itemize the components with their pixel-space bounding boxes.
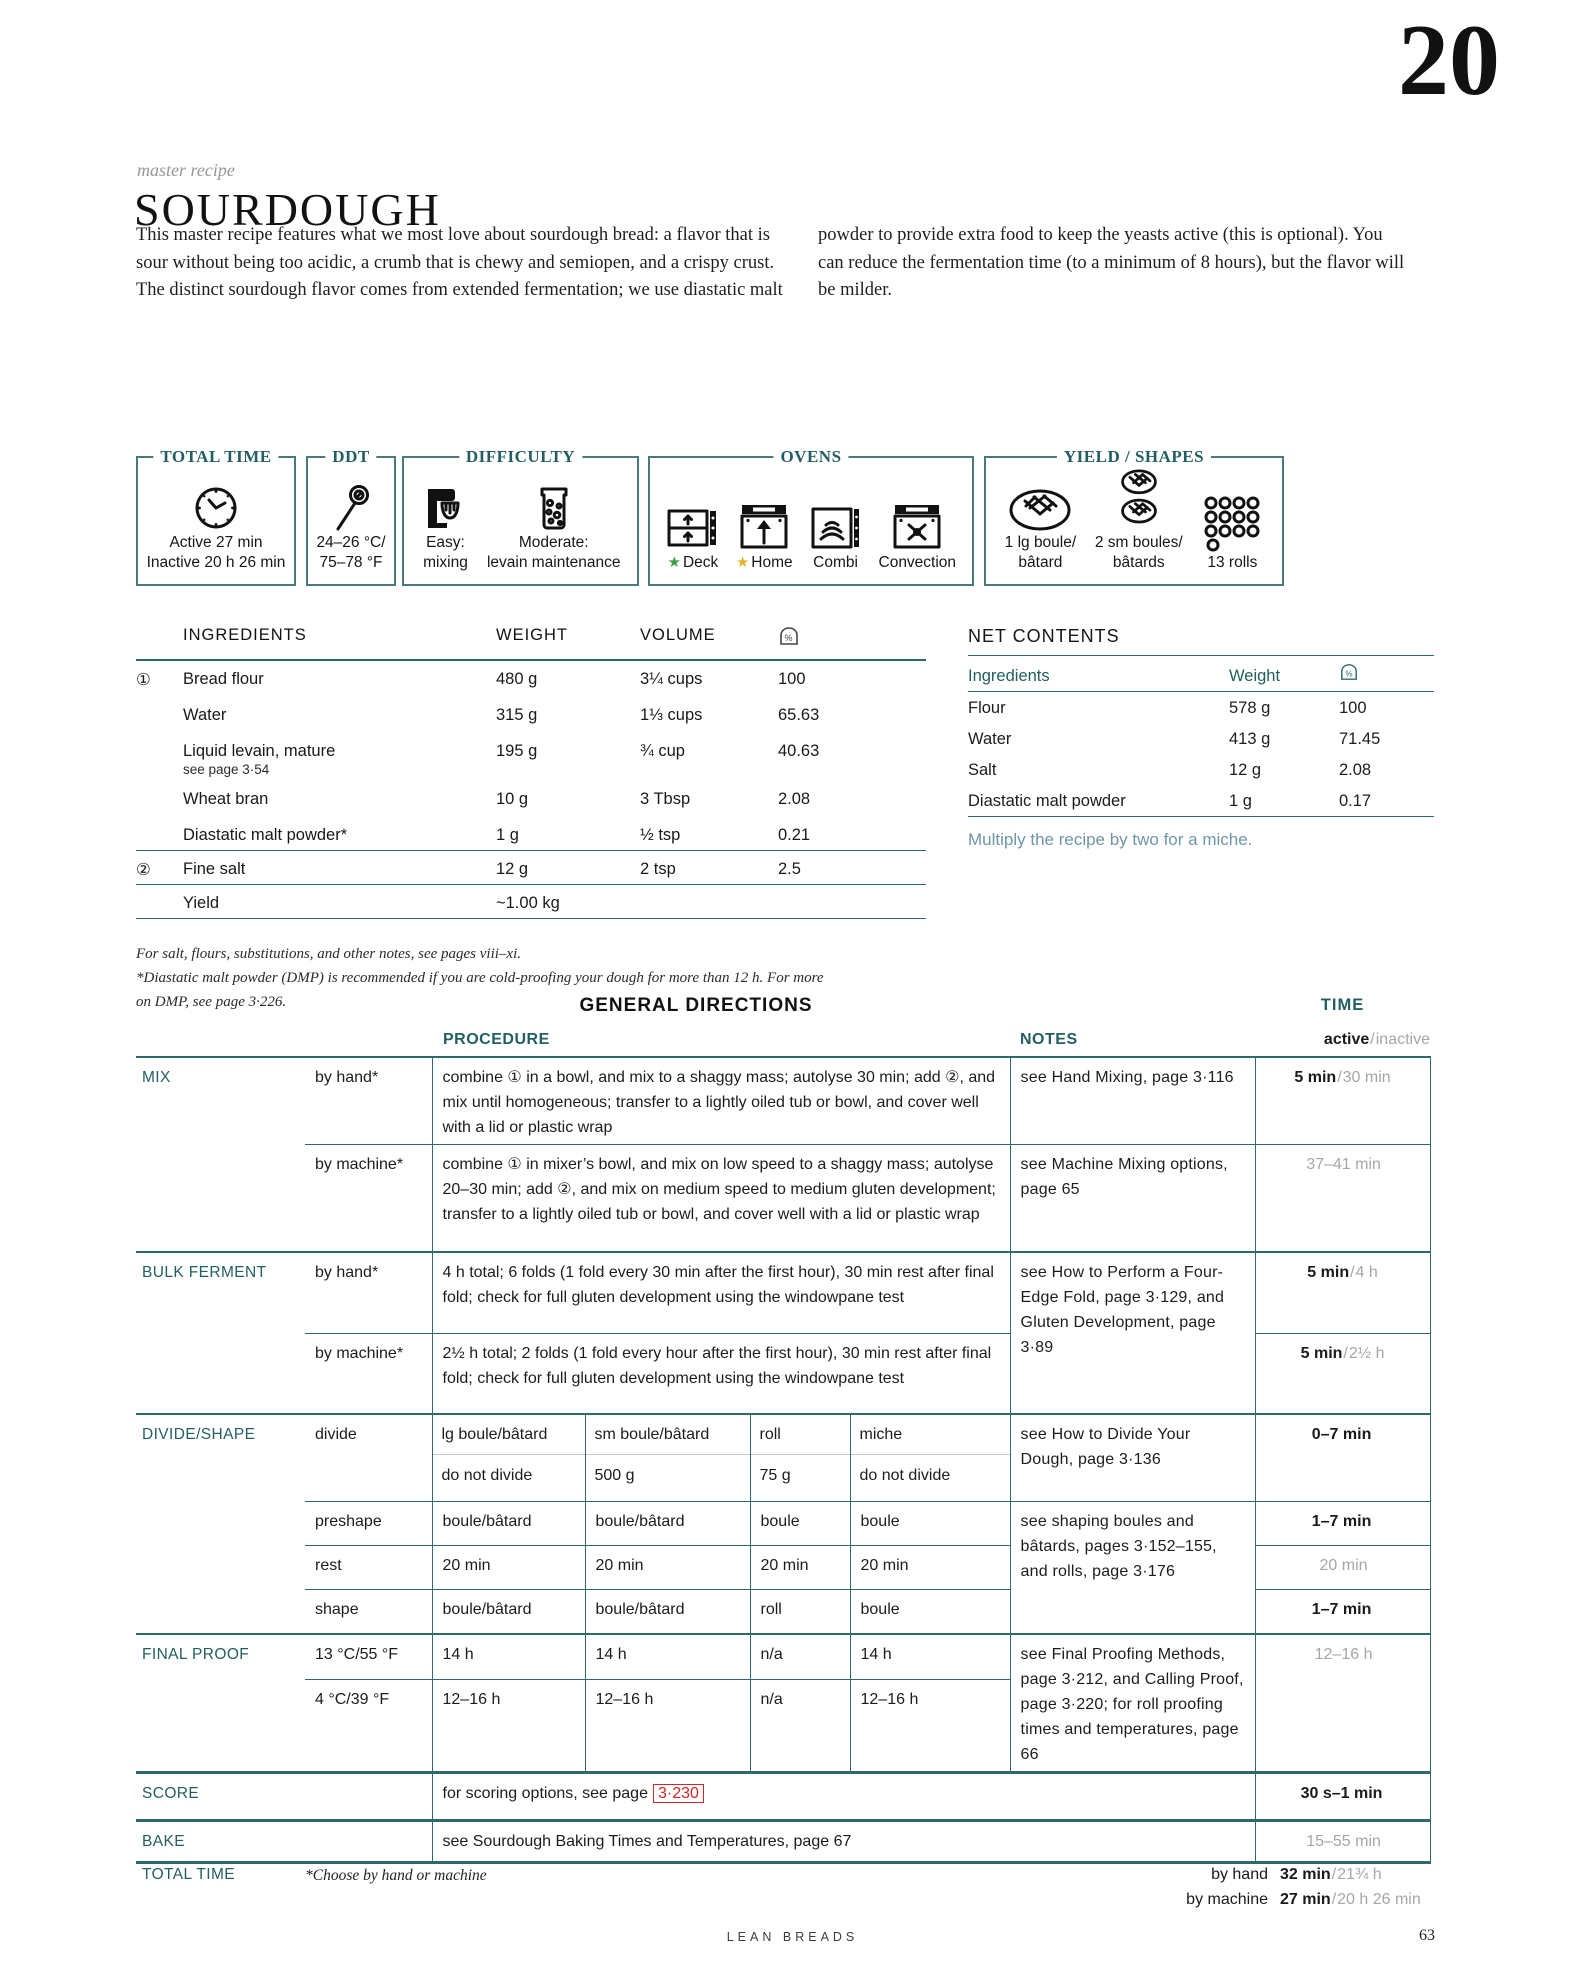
ingredient-weight: 1 g: [496, 817, 640, 850]
divide-shape-label: DIVIDE/SHAPE: [136, 1414, 305, 1634]
difficulty-box: [402, 447, 639, 586]
net-contents-weight-header: Weight: [1229, 656, 1339, 692]
mix-hand-procedure: combine ① in a bowl, and mix to a shaggy mass; autolyse 30 min; add ②, and mix until homogeneous; transfer to a lightly oiled tub or bowl, and cover well with a lid or plastic wrap: [432, 1057, 1010, 1145]
time-column-title: TIME: [1320, 996, 1365, 1014]
net-contents-row: [968, 754, 1434, 785]
proof1-sm: 14 h: [585, 1634, 750, 1680]
shape-miche: boule: [850, 1590, 1010, 1634]
ingredient-weight: 480 g: [496, 670, 538, 688]
divide-time: 0–7 min: [1255, 1414, 1430, 1502]
proof2-roll: n/a: [750, 1680, 850, 1772]
mix-machine-row: [136, 1145, 1430, 1252]
ingredient-percent: 0.21: [778, 817, 926, 850]
procedure-column-header: PROCEDURE: [443, 1031, 550, 1048]
bulk-ferment-hand-row: [136, 1252, 1430, 1334]
intro-column-1: This master recipe features what we most love about sourdough bread: a flavor that is sour without being too acidic, a crumb that is chewy and semiopen, and a crispy crust. The distinct sourdough flavor comes from extended fermentation; we use diastatic malt: [136, 225, 783, 300]
deck-oven-icon: [666, 503, 720, 553]
mix-hand-time: 5 min/30 min: [1255, 1057, 1430, 1145]
bulk-hand-method: by hand*: [305, 1252, 432, 1334]
yield-item2-line2: bâtards: [1112, 554, 1165, 571]
ingredient-group-number: ②: [136, 850, 183, 884]
proof1-lg: 14 h: [432, 1634, 585, 1680]
page-title: SOURDOUGH: [134, 184, 441, 235]
divide-col-roll: roll 75 g: [750, 1414, 850, 1502]
divide-row: [136, 1414, 1430, 1502]
ovens-label: OVENS: [773, 447, 848, 467]
ingredient-name: Fine salt: [183, 850, 496, 884]
net-ingredient-percent: 71.45: [1339, 730, 1381, 748]
combi-oven-icon: [809, 503, 863, 553]
ingredient-note: see page 3·54: [183, 762, 270, 777]
divide-method: divide: [305, 1414, 432, 1502]
ingredient-percent: 2.5: [778, 850, 926, 884]
footnote-dmp-line2: on DMP, see page 3·226.: [136, 994, 287, 1010]
net-contents-row: [968, 723, 1434, 754]
yield-shapes-box: [984, 447, 1284, 586]
ingredient-row: [136, 660, 926, 697]
yield-shapes-label: YIELD / SHAPES: [1057, 447, 1211, 467]
final-proof-label: FINAL PROOF: [136, 1634, 305, 1773]
bulk-machine-time: 5 min/2½ h: [1255, 1334, 1430, 1414]
score-time: 30 s–1 min: [1255, 1772, 1430, 1820]
ingredient-weight: 195 g: [496, 742, 538, 760]
ingredient-volume: 2 tsp: [640, 850, 778, 884]
proof1-miche: 14 h: [850, 1634, 1010, 1680]
net-ingredient-percent: 100: [1339, 699, 1367, 717]
ingredient-name: Diastatic malt powder*: [183, 817, 496, 850]
bulk-machine-method: by machine*: [305, 1334, 432, 1414]
home-oven-icon: [738, 503, 790, 553]
ingredient-row: [136, 817, 926, 850]
proof-time: 12–16 h: [1255, 1634, 1430, 1773]
miche-note: Multiply the recipe by two for a miche.: [968, 830, 1253, 849]
net-ingredient-weight: 413 g: [1229, 730, 1271, 748]
net-ingredient-percent: 2.08: [1339, 761, 1372, 779]
active-inactive-header: active/inactive: [1323, 1031, 1430, 1048]
rest-lg: 20 min: [432, 1546, 585, 1590]
divide-col-lg-boule: lg boule/bâtard do not divide: [432, 1414, 585, 1502]
proof-temp-2: 4 °C/39 °F: [305, 1680, 432, 1772]
footnote-dmp-line1: *Diastatic malt powder (DMP) is recommended if you are cold-proofing your dough for more than 12 h. For more: [136, 970, 824, 986]
by-machine-time: 27 min/20 h 26 min: [1280, 1891, 1421, 1908]
bake-label: BAKE: [136, 1820, 432, 1862]
mix-hand-method: by hand*: [305, 1057, 432, 1145]
ingredient-percent: 40.63: [778, 742, 820, 760]
net-ingredient-weight: 12 g: [1229, 761, 1262, 779]
shape-lg: boule/bâtard: [432, 1590, 585, 1634]
proof1-roll: n/a: [750, 1634, 850, 1680]
ingredient-row: [136, 781, 926, 817]
bake-row: [136, 1820, 1430, 1862]
bulk-hand-time: 5 min/4 h: [1255, 1252, 1430, 1334]
net-contents-row: [968, 692, 1434, 724]
proof2-lg: 12–16 h: [432, 1680, 585, 1772]
ddt-box: [306, 447, 396, 586]
deck-star-icon: ★: [667, 554, 681, 571]
net-contents-section: [968, 626, 1434, 850]
stand-mixer-icon: [420, 485, 470, 533]
by-hand-time: 32 min/21¾ h: [1280, 1866, 1382, 1883]
net-contents-percent-header: [1339, 656, 1434, 692]
weight-header: WEIGHT: [496, 626, 640, 660]
bulk-machine-procedure: 2½ h total; 2 folds (1 fold every hour after the first hour), 30 min rest after final fold; check for full gluten development using the windowpane test: [432, 1334, 1010, 1414]
ingredient-name: Liquid levain, mature see page 3·54: [183, 733, 496, 781]
preshape-time: 1–7 min: [1255, 1502, 1430, 1546]
ingredients-header: INGREDIENTS: [183, 626, 496, 660]
total-time-summary: [136, 1866, 1430, 1909]
shape-roll: roll: [750, 1590, 850, 1634]
net-ingredient-name: Diastatic malt powder: [968, 785, 1229, 817]
thirteen-rolls-icon: [1201, 495, 1263, 553]
bulk-note: see How to Perform a Four-Edge Fold, page 3·129, and Gluten Development, page 3·89: [1010, 1252, 1255, 1414]
convection-oven-icon: [891, 503, 943, 553]
volume-header: VOLUME: [640, 626, 778, 660]
preshape-roll: boule: [750, 1502, 850, 1546]
rest-time: 20 min: [1255, 1546, 1430, 1590]
ingredient-volume: 3 Tbsp: [640, 790, 691, 808]
proof-note: see Final Proofing Methods, page 3·212, and Calling Proof, page 3·220; for roll proofing times and temperatures, page 66: [1010, 1634, 1255, 1773]
yield-weight: ~1.00 kg: [496, 884, 640, 918]
oven-combi-caption: Combi: [813, 554, 858, 571]
shape-method: shape: [305, 1590, 432, 1634]
ddt-celsius: 24–26 °C/: [316, 534, 386, 551]
net-ingredient-weight: 1 g: [1229, 785, 1339, 817]
bakers-percent-icon: [1339, 663, 1359, 681]
general-directions-table: [136, 1056, 1431, 1864]
general-directions-title: GENERAL DIRECTIONS: [579, 995, 813, 1016]
ingredient-weight: 12 g: [496, 850, 640, 884]
mix-machine-method: by machine*: [305, 1145, 432, 1252]
svg-text:%: %: [784, 633, 794, 643]
preshape-miche: boule: [850, 1502, 1010, 1546]
total-time-active: Active 27 min: [169, 534, 263, 551]
chapter-number: 20: [1398, 4, 1500, 117]
yield-item3-line1: 13 rolls: [1207, 554, 1258, 571]
divide-col-sm-boule: sm boule/bâtard 500 g: [585, 1414, 750, 1502]
mix-machine-procedure: combine ① in mixer’s bowl, and mix on low speed to a shaggy mass; autolyse 20–30 min; add ②, and mix on medium speed to medium gluten development; transfer to a lightly oiled tub or bowl, and cover well with a lid or plastic wrap: [432, 1145, 1010, 1252]
mix-hand-row: [136, 1057, 1430, 1145]
net-contents-title: NET CONTENTS: [968, 626, 1434, 656]
kicker: master recipe: [137, 160, 235, 180]
thermometer-icon: [328, 483, 374, 533]
ingredient-volume: 1⅓ cups: [640, 706, 703, 724]
divide-note: see How to Divide Your Dough, page 3·136: [1010, 1414, 1255, 1502]
notes-column-header: NOTES: [1020, 1031, 1078, 1048]
ingredient-percent: 100: [778, 670, 806, 688]
proof-temp-1: 13 °C/55 °F: [305, 1634, 432, 1680]
shape-time: 1–7 min: [1255, 1590, 1430, 1634]
net-contents-ingredients-header: Ingredients: [968, 656, 1229, 692]
bakers-percent-icon: [778, 626, 800, 646]
net-contents-row: [968, 785, 1434, 817]
ingredient-row: [136, 733, 926, 781]
shaping-note: see shaping boules and bâtards, pages 3·152–155, and rolls, page 3·176: [1010, 1502, 1255, 1634]
difficulty-easy-level: Easy:: [426, 534, 465, 551]
net-ingredient-name: Flour: [968, 699, 1006, 717]
mix-label: MIX: [136, 1057, 305, 1252]
bake-instruction: see Sourdough Baking Times and Temperatures, page 67: [432, 1820, 1255, 1862]
difficulty-label: DIFFICULTY: [459, 447, 582, 467]
clock-icon: [191, 483, 241, 533]
ingredient-volume: 3¼ cups: [640, 670, 703, 688]
mix-machine-time: 37–41 min: [1255, 1145, 1430, 1252]
oven-home-caption: [736, 553, 793, 573]
preshape-method: preshape: [305, 1502, 432, 1546]
intro-column-2: powder to provide extra food to keep the yeasts active (this is optional). You can reduce the fermentation time (to a minimum of 8 hours), but the flavor will be milder.: [818, 225, 1405, 300]
total-time-row-label: TOTAL TIME: [142, 1866, 235, 1883]
difficulty-moderate-level: Moderate:: [518, 534, 589, 551]
rest-roll: 20 min: [750, 1546, 850, 1590]
total-time-box: [136, 447, 296, 586]
running-footer: LEAN BREADS: [726, 1930, 859, 1944]
preshape-lg: boule/bâtard: [432, 1502, 585, 1546]
ingredient-group-number: ①: [136, 671, 151, 689]
oven-convection-caption: Convection: [878, 554, 957, 571]
ddt-label: DDT: [325, 447, 376, 467]
score-label: SCORE: [136, 1772, 432, 1820]
page-number: 63: [1419, 1927, 1435, 1944]
oven-deck-caption: [668, 553, 719, 573]
yield-label: Yield: [183, 884, 496, 918]
by-machine-label: by machine: [1186, 1891, 1268, 1908]
oven-home-name: Home: [751, 554, 793, 571]
ingredient-name: Wheat bran: [183, 790, 269, 808]
difficulty-moderate-task: levain maintenance: [486, 554, 621, 571]
proof2-miche: 12–16 h: [850, 1680, 1010, 1772]
ingredient-weight: 10 g: [496, 790, 529, 808]
oven-deck-name: Deck: [682, 554, 719, 571]
divide-col-miche: miche do not divide: [850, 1414, 1010, 1502]
net-ingredient-name: Water: [968, 730, 1012, 748]
total-time-inactive: Inactive 20 h 26 min: [146, 554, 286, 571]
proof2-sm: 12–16 h: [585, 1680, 750, 1772]
home-star-icon: ★: [735, 554, 750, 571]
bulk-hand-procedure: 4 h total; 6 folds (1 fold every 30 min after the first hour), 30 min rest after final fold; check for full gluten development using the windowpane test: [432, 1252, 1010, 1334]
choose-method-footnote: *Choose by hand or machine: [305, 1867, 487, 1884]
ingredient-row: [136, 850, 926, 884]
ingredient-name: Water: [183, 706, 227, 724]
two-small-boules-icon: [1115, 469, 1163, 533]
bakers-percent-header: [778, 626, 926, 660]
score-page-ref: 3·230: [653, 1784, 704, 1803]
mix-machine-note: see Machine Mixing options, page 65: [1010, 1145, 1255, 1252]
yield-item2-line1: 2 sm boules/: [1094, 534, 1183, 551]
yield-item1-line2: bâtard: [1018, 554, 1063, 571]
score-row: [136, 1772, 1430, 1820]
ingredients-table: [136, 626, 926, 919]
rest-method: rest: [305, 1546, 432, 1590]
mix-hand-note: see Hand Mixing, page 3·116: [1010, 1057, 1255, 1145]
bulk-ferment-label: BULK FERMENT: [136, 1252, 305, 1414]
ddt-fahrenheit: 75–78 °F: [319, 554, 383, 571]
shape-sm: boule/bâtard: [585, 1590, 750, 1634]
net-ingredient-name: Salt: [968, 761, 997, 779]
total-time-values: [1186, 1866, 1430, 1909]
net-contents-table: [968, 656, 1434, 817]
net-ingredient-percent: 0.17: [1339, 785, 1434, 817]
ovens-box: [648, 447, 974, 586]
preshape-sm: boule/bâtard: [585, 1502, 750, 1546]
ingredient-name: Bread flour: [183, 670, 264, 688]
yield-item1-line1: 1 lg boule/: [1004, 534, 1077, 551]
levain-jar-icon: [532, 485, 576, 533]
ingredient-weight: 315 g: [496, 706, 538, 724]
ingredient-volume: ¾ cup: [640, 742, 685, 760]
large-boule-icon: [1007, 481, 1073, 533]
footnote-general: For salt, flours, substitutions, and other notes, see pages viii–xi.: [136, 946, 521, 962]
ingredient-row: [136, 697, 926, 733]
by-hand-label: by hand: [1211, 1866, 1268, 1883]
net-ingredient-weight: 578 g: [1229, 699, 1271, 717]
bake-time: 15–55 min: [1255, 1820, 1430, 1862]
rest-sm: 20 min: [585, 1546, 750, 1590]
total-time-label: TOTAL TIME: [153, 447, 278, 467]
score-instruction: for scoring options, see page 3·230: [432, 1772, 1255, 1820]
final-proof-cool-row: [136, 1634, 1430, 1680]
difficulty-easy-task: mixing: [423, 554, 468, 571]
ingredient-percent: 65.63: [778, 706, 820, 724]
preshape-row: [136, 1502, 1430, 1546]
ingredient-volume: ½ tsp: [640, 817, 778, 850]
ingredient-percent: 2.08: [778, 790, 811, 808]
rest-miche: 20 min: [850, 1546, 1010, 1590]
svg-text:%: %: [1345, 669, 1353, 679]
yield-row: [136, 884, 926, 918]
